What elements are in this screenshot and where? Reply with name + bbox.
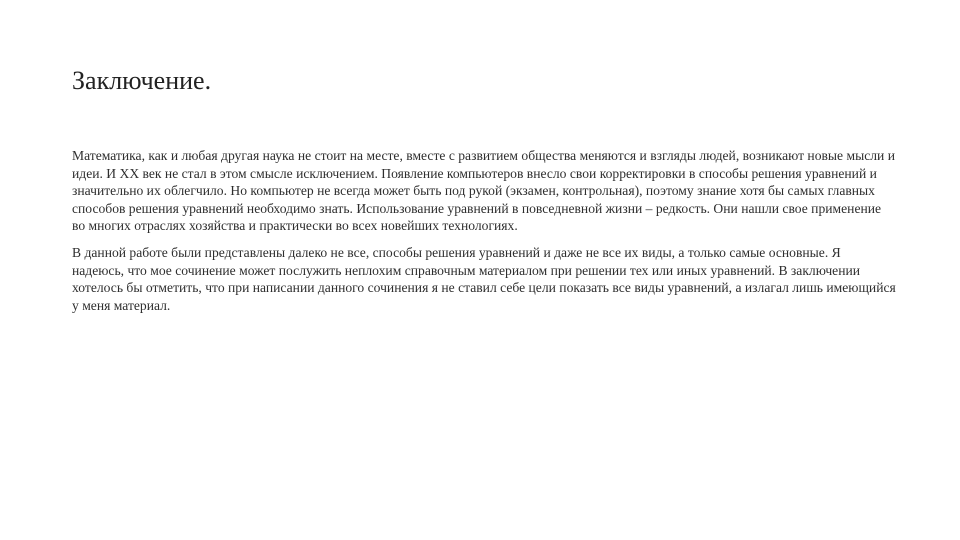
slide-title: Заключение. [72,66,212,95]
slide-body [72,147,896,323]
paragraph-conclusion-2: В данной работе были представлены далеко не все, способы решения уравнений и даже не все их виды, а только самые основные. Я надеюсь, что мое сочинение может послужить неплохим справочным материалом при решении тех или иных уравнений. В заключении хотелось бы отметить, что при написании данного сочинения я не ставил себе цели показать все виды уравнений, а излагал лишь имеющийся у меня материал. [72,244,896,313]
paragraph-conclusion-1: Математика, как и любая другая наука не стоит на месте, вместе с развитием общества меняются и взгляды людей, возникают новые мысли и идеи. И XX век не стал в этом смысле исключением. Появление компьютеров внесло свои корректировки в способы решения уравнений и значительно их облегчило. Но компьютер не всегда может быть под рукой (экзамен, контрольная), поэтому знание хотя бы самых главных способов решения уравнений необходимо знать. Использование уравнений в повседневной жизни – редкость. Они нашли свое применение во многих отраслях хозяйства и практически во всех новейших технологиях. [72,148,895,234]
